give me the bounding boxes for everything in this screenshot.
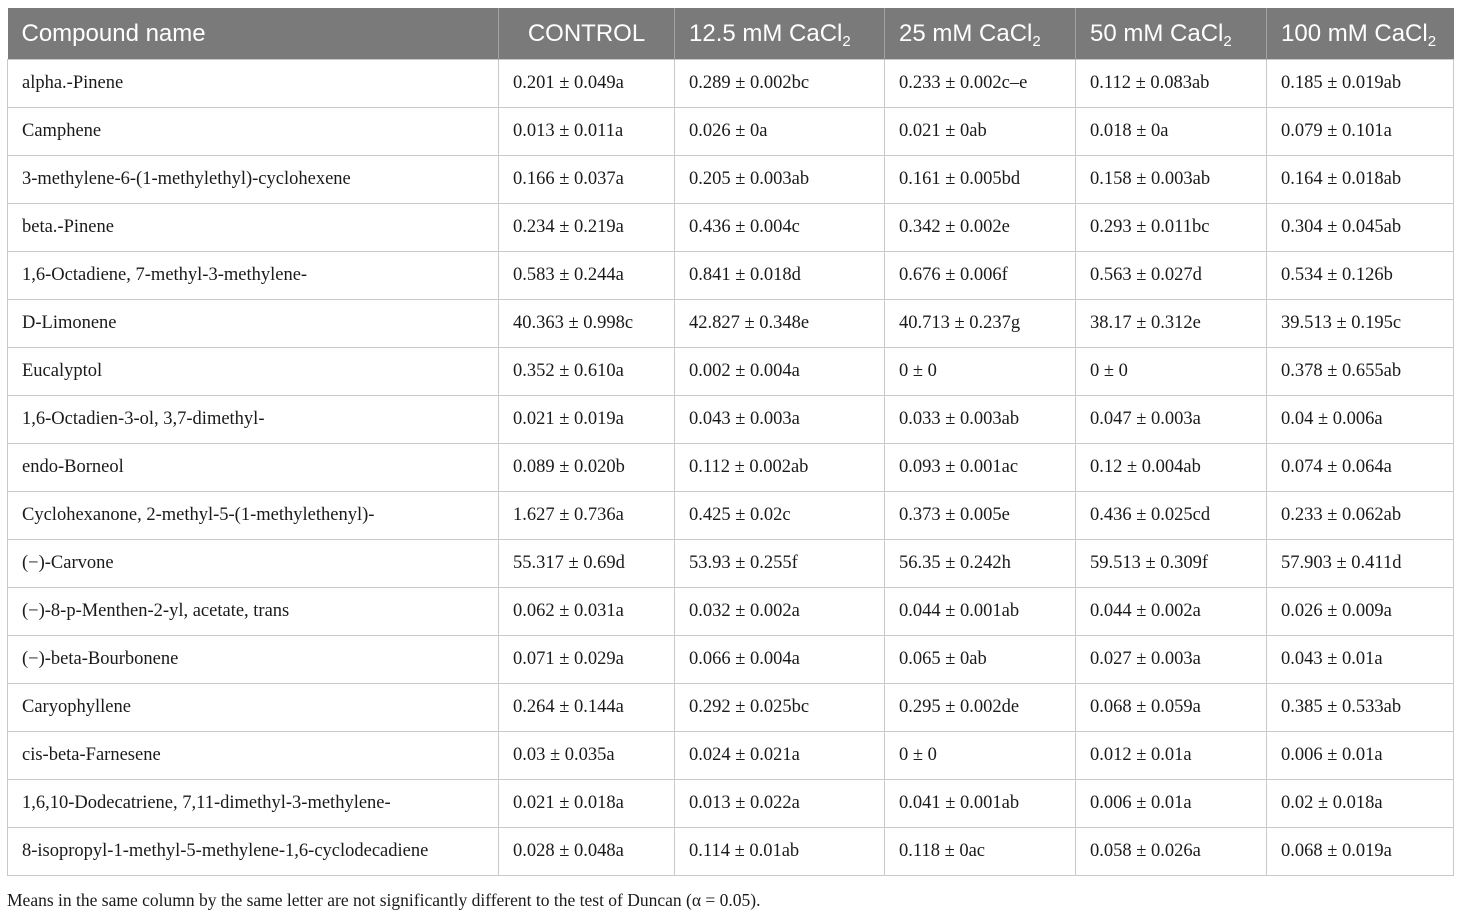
table-row — [8, 540, 1454, 588]
cacl2-25-cell: 0.233 ± 0.002c–e — [885, 60, 1076, 108]
cacl2-100-cell: 0.534 ± 0.126b — [1267, 252, 1454, 300]
control-cell: 0.583 ± 0.244a — [499, 252, 675, 300]
cacl2-12-5-cell: 0.013 ± 0.022a — [675, 780, 885, 828]
table-row — [8, 684, 1454, 732]
cacl2-100-cell: 0.006 ± 0.01a — [1267, 732, 1454, 780]
control-cell: 1.627 ± 0.736a — [499, 492, 675, 540]
cacl2-100-cell: 0.074 ± 0.064a — [1267, 444, 1454, 492]
cacl2-50-cell: 0.158 ± 0.003ab — [1076, 156, 1267, 204]
cacl2-50-cell: 0.044 ± 0.002a — [1076, 588, 1267, 636]
compound-name-cell: Cyclohexanone, 2-methyl-5-(1-methylethenyl)- — [8, 492, 499, 540]
compound-name-cell: alpha.-Pinene — [8, 60, 499, 108]
cacl2-50-cell: 0.112 ± 0.083ab — [1076, 60, 1267, 108]
control-cell: 0.071 ± 0.029a — [499, 636, 675, 684]
cacl2-100-cell: 0.164 ± 0.018ab — [1267, 156, 1454, 204]
control-cell: 0.352 ± 0.610a — [499, 348, 675, 396]
cacl2-12-5-cell: 0.841 ± 0.018d — [675, 252, 885, 300]
cacl2-50-cell: 0.047 ± 0.003a — [1076, 396, 1267, 444]
cacl2-25-cell: 0.342 ± 0.002e — [885, 204, 1076, 252]
compound-name-cell: 3-methylene-6-(1-methylethyl)-cyclohexene — [8, 156, 499, 204]
table-row — [8, 396, 1454, 444]
table-row — [8, 252, 1454, 300]
compound-name-cell: (−)-8-p-Menthen-2-yl, acetate, trans — [8, 588, 499, 636]
cacl2-25-cell: 0.065 ± 0ab — [885, 636, 1076, 684]
table-row — [8, 444, 1454, 492]
table-row — [8, 828, 1454, 876]
table-body — [8, 60, 1454, 876]
cacl2-12-5-cell: 0.026 ± 0a — [675, 108, 885, 156]
header-control: CONTROL — [499, 8, 675, 60]
header-row — [8, 8, 1454, 60]
compound-name-cell: 1,6,10-Dodecatriene, 7,11-dimethyl-3-methylene- — [8, 780, 499, 828]
control-cell: 55.317 ± 0.69d — [499, 540, 675, 588]
cacl2-100-cell: 0.04 ± 0.006a — [1267, 396, 1454, 444]
cacl2-25-cell: 0.041 ± 0.001ab — [885, 780, 1076, 828]
cacl2-25-cell: 56.35 ± 0.242h — [885, 540, 1076, 588]
compound-name-cell: beta.-Pinene — [8, 204, 499, 252]
header-12-5-mm: 12.5 mM CaCl$_2$ — [675, 8, 885, 60]
cacl2-12-5-cell: 0.205 ± 0.003ab — [675, 156, 885, 204]
control-cell: 0.021 ± 0.019a — [499, 396, 675, 444]
control-cell: 0.264 ± 0.144a — [499, 684, 675, 732]
table-footnote: Means in the same column by the same letter are not significantly different to the test of Duncan (α = 0.05). — [7, 890, 761, 910]
cacl2-100-cell: 0.068 ± 0.019a — [1267, 828, 1454, 876]
cacl2-25-cell: 0.033 ± 0.003ab — [885, 396, 1076, 444]
cacl2-100-cell: 57.903 ± 0.411d — [1267, 540, 1454, 588]
cacl2-25-cell: 40.713 ± 0.237g — [885, 300, 1076, 348]
compound-name-cell: (−)-Carvone — [8, 540, 499, 588]
control-cell: 40.363 ± 0.998c — [499, 300, 675, 348]
cacl2-50-cell: 59.513 ± 0.309f — [1076, 540, 1267, 588]
control-cell: 0.062 ± 0.031a — [499, 588, 675, 636]
cacl2-100-cell: 39.513 ± 0.195c — [1267, 300, 1454, 348]
cacl2-100-cell: 0.079 ± 0.101a — [1267, 108, 1454, 156]
cacl2-25-cell: 0.021 ± 0ab — [885, 108, 1076, 156]
cacl2-100-cell: 0.043 ± 0.01a — [1267, 636, 1454, 684]
results-table-container — [7, 8, 1453, 876]
cacl2-25-cell: 0.676 ± 0.006f — [885, 252, 1076, 300]
cacl2-50-cell: 0.058 ± 0.026a — [1076, 828, 1267, 876]
cacl2-50-cell: 0 ± 0 — [1076, 348, 1267, 396]
cacl2-12-5-cell: 0.032 ± 0.002a — [675, 588, 885, 636]
cacl2-25-cell: 0.044 ± 0.001ab — [885, 588, 1076, 636]
cacl2-12-5-cell: 0.112 ± 0.002ab — [675, 444, 885, 492]
table-row — [8, 492, 1454, 540]
cacl2-50-cell: 0.068 ± 0.059a — [1076, 684, 1267, 732]
cacl2-12-5-cell: 0.002 ± 0.004a — [675, 348, 885, 396]
cacl2-50-cell: 0.293 ± 0.011bc — [1076, 204, 1267, 252]
compound-name-cell: endo-Borneol — [8, 444, 499, 492]
table-row — [8, 108, 1454, 156]
cacl2-50-cell: 0.012 ± 0.01a — [1076, 732, 1267, 780]
table-row — [8, 588, 1454, 636]
control-cell: 0.028 ± 0.048a — [499, 828, 675, 876]
compound-name-cell: Camphene — [8, 108, 499, 156]
control-cell: 0.234 ± 0.219a — [499, 204, 675, 252]
cacl2-25-cell: 0 ± 0 — [885, 348, 1076, 396]
table-row — [8, 636, 1454, 684]
compound-name-cell: 8-isopropyl-1-methyl-5-methylene-1,6-cyclodecadiene — [8, 828, 499, 876]
cacl2-50-cell: 0.006 ± 0.01a — [1076, 780, 1267, 828]
cacl2-12-5-cell: 0.114 ± 0.01ab — [675, 828, 885, 876]
cacl2-25-cell: 0.295 ± 0.002de — [885, 684, 1076, 732]
control-cell: 0.089 ± 0.020b — [499, 444, 675, 492]
table-row — [8, 60, 1454, 108]
table-row — [8, 348, 1454, 396]
table-row — [8, 156, 1454, 204]
cacl2-100-cell: 0.385 ± 0.533ab — [1267, 684, 1454, 732]
cacl2-50-cell: 0.027 ± 0.003a — [1076, 636, 1267, 684]
cacl2-100-cell: 0.304 ± 0.045ab — [1267, 204, 1454, 252]
cacl2-100-cell: 0.02 ± 0.018a — [1267, 780, 1454, 828]
control-cell: 0.166 ± 0.037a — [499, 156, 675, 204]
compound-table — [7, 8, 1454, 876]
table-header — [8, 8, 1454, 60]
cacl2-12-5-cell: 0.066 ± 0.004a — [675, 636, 885, 684]
compound-name-cell: 1,6-Octadien-3-ol, 3,7-dimethyl- — [8, 396, 499, 444]
cacl2-12-5-cell: 0.024 ± 0.021a — [675, 732, 885, 780]
compound-name-cell: D-Limonene — [8, 300, 499, 348]
cacl2-12-5-cell: 42.827 ± 0.348e — [675, 300, 885, 348]
cacl2-25-cell: 0.373 ± 0.005e — [885, 492, 1076, 540]
compound-name-cell: 1,6-Octadiene, 7-methyl-3-methylene- — [8, 252, 499, 300]
header-compound-name: Compound name — [8, 8, 499, 60]
header-25-mm: 25 mM CaCl$_2$ — [885, 8, 1076, 60]
cacl2-12-5-cell: 0.043 ± 0.003a — [675, 396, 885, 444]
cacl2-25-cell: 0.118 ± 0ac — [885, 828, 1076, 876]
compound-name-cell: Caryophyllene — [8, 684, 499, 732]
cacl2-12-5-cell: 0.292 ± 0.025bc — [675, 684, 885, 732]
header-100-mm: 100 mM CaCl$_2$ — [1267, 8, 1454, 60]
cacl2-25-cell: 0.093 ± 0.001ac — [885, 444, 1076, 492]
table-row — [8, 204, 1454, 252]
cacl2-50-cell: 0.436 ± 0.025cd — [1076, 492, 1267, 540]
cacl2-100-cell: 0.185 ± 0.019ab — [1267, 60, 1454, 108]
cacl2-50-cell: 0.018 ± 0a — [1076, 108, 1267, 156]
cacl2-50-cell: 0.563 ± 0.027d — [1076, 252, 1267, 300]
compound-name-cell: (−)-beta-Bourbonene — [8, 636, 499, 684]
cacl2-25-cell: 0.161 ± 0.005bd — [885, 156, 1076, 204]
table-row — [8, 780, 1454, 828]
cacl2-12-5-cell: 53.93 ± 0.255f — [675, 540, 885, 588]
cacl2-100-cell: 0.378 ± 0.655ab — [1267, 348, 1454, 396]
control-cell: 0.03 ± 0.035a — [499, 732, 675, 780]
control-cell: 0.021 ± 0.018a — [499, 780, 675, 828]
cacl2-50-cell: 0.12 ± 0.004ab — [1076, 444, 1267, 492]
cacl2-25-cell: 0 ± 0 — [885, 732, 1076, 780]
table-row — [8, 732, 1454, 780]
cacl2-100-cell: 0.233 ± 0.062ab — [1267, 492, 1454, 540]
table-row — [8, 300, 1454, 348]
header-50-mm: 50 mM CaCl$_2$ — [1076, 8, 1267, 60]
cacl2-12-5-cell: 0.289 ± 0.002bc — [675, 60, 885, 108]
cacl2-100-cell: 0.026 ± 0.009a — [1267, 588, 1454, 636]
control-cell: 0.201 ± 0.049a — [499, 60, 675, 108]
compound-name-cell: Eucalyptol — [8, 348, 499, 396]
cacl2-12-5-cell: 0.436 ± 0.004c — [675, 204, 885, 252]
cacl2-50-cell: 38.17 ± 0.312e — [1076, 300, 1267, 348]
control-cell: 0.013 ± 0.011a — [499, 108, 675, 156]
compound-name-cell: cis-beta-Farnesene — [8, 732, 499, 780]
cacl2-12-5-cell: 0.425 ± 0.02c — [675, 492, 885, 540]
